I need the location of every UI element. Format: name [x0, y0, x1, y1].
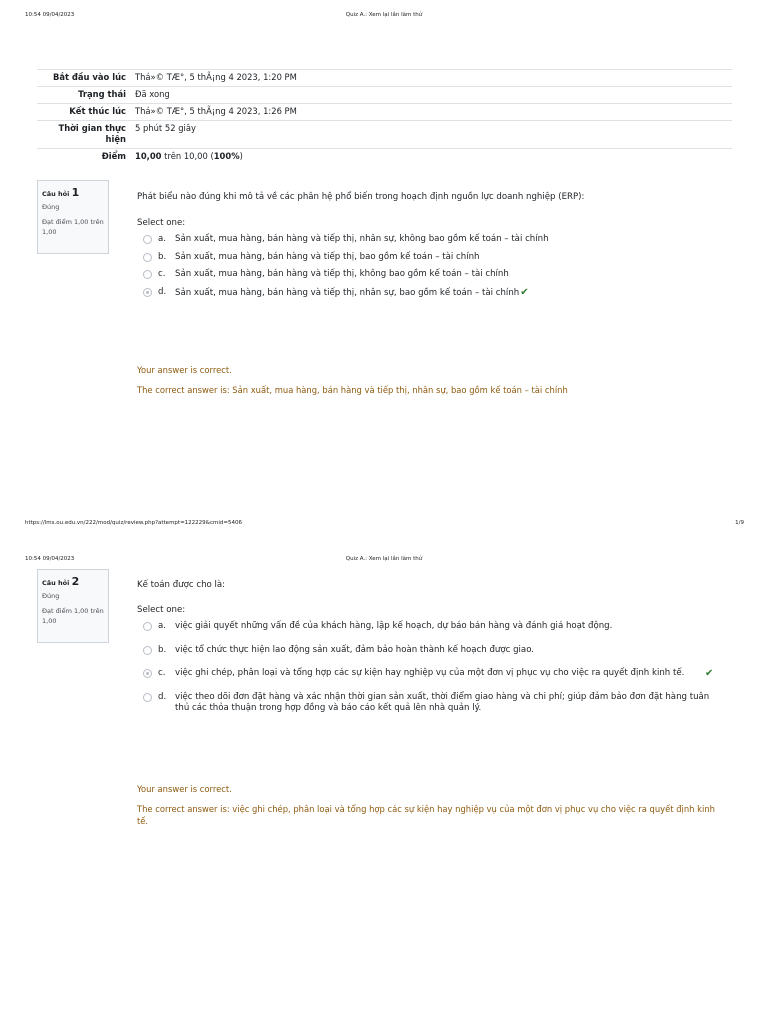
question-grade: Đạt điểm 1,00 trên 1,00: [42, 607, 104, 625]
question-label: Câu hỏi: [42, 579, 70, 587]
print-title: Quiz A.: Xem lại lần làm thử: [345, 556, 423, 562]
answer-letter: a.: [158, 234, 166, 244]
print-header: [0, 12, 768, 22]
summary-label: Thời gian thực hiện: [58, 123, 126, 144]
answer-text: việc tổ chức thực hiện lao động sản xuất, đảm bảo hoàn thành kế hoạch được giao.: [175, 644, 535, 655]
summary-label: Trạng thái: [78, 89, 126, 99]
radio-icon[interactable]: [143, 235, 152, 244]
answer-letter: d.: [158, 286, 167, 297]
summary-row-time-taken: [37, 121, 732, 149]
radio-icon[interactable]: [143, 669, 152, 678]
feedback-correct: Your answer is correct.: [137, 784, 232, 794]
summary-label: Kết thúc lúc: [69, 106, 126, 116]
attempt-summary-table: [37, 69, 732, 165]
grade-mid: trên 10,00 (: [161, 151, 214, 161]
answer-list: [137, 621, 727, 715]
print-timestamp: 10:54 09/04/2023: [25, 556, 75, 562]
question-grade: Đạt điểm 1,00 trên 1,00: [42, 218, 104, 236]
answer-text: việc giải quyết những vấn đề của khách hàng, lập kế hoạch, dự báo bán hàng và đánh giá hoạt động.: [175, 621, 613, 631]
answer-option-c[interactable]: [137, 668, 727, 680]
question-text: Phát biểu nào đúng khi mô tả về các phân hệ phổ biến trong hoạch định nguồn lực doanh nghiệp (ERP):: [137, 192, 585, 202]
question-info-box: [37, 180, 109, 254]
question-number: 2: [71, 575, 80, 588]
summary-value: Thá»© TÆ°, 5 thÃ¡ng 4 2023, 1:26 PM: [135, 106, 297, 116]
answer-letter: d.: [158, 691, 167, 702]
print-title: Quiz A.: Xem lại lần làm thử: [345, 12, 423, 18]
radio-icon[interactable]: [143, 270, 152, 279]
radio-icon[interactable]: [143, 693, 152, 702]
print-url: https://lms.ou.edu.vn/222/mod/quiz/review.php?attempt=122229&cmid=5406: [25, 520, 242, 526]
checkmark-icon: ✔: [520, 286, 529, 298]
answer-option-d[interactable]: [137, 287, 727, 300]
answer-text-wrap: [175, 287, 529, 300]
question-content: [137, 191, 727, 299]
checkmark-icon: ✔: [705, 668, 714, 679]
question-state: Đúng: [42, 203, 60, 211]
answer-text: việc ghi chép, phân loại và tổng hợp các sự kiện hay nghiệp vụ của một đơn vị phục vụ cho việc ra quyết định kinh tế.: [175, 668, 685, 678]
feedback-right-answer: The correct answer is: việc ghi chép, phân loại và tổng hợp các sự kiện hay nghiệp vụ của một đơn vị phục vụ cho việc ra quyết định kinh tế.: [137, 804, 715, 826]
question-feedback: [137, 783, 717, 827]
answer-text: Sản xuất, mua hàng, bán hàng và tiếp thị, không bao gồm kế toán – tài chính: [175, 269, 509, 279]
radio-icon[interactable]: [143, 288, 152, 297]
answer-option-c[interactable]: [137, 269, 727, 281]
summary-row-started: [37, 70, 732, 87]
answer-letter: c.: [158, 269, 166, 279]
print-page-number: 1/9: [735, 520, 744, 526]
select-one-label: Select one:: [137, 605, 186, 615]
answer-text: việc theo dõi đơn đặt hàng và xác nhận thời gian sản xuất, thời điểm giao hàng và chi phí; giúp đảm bảo đơn đặt hàng tuân thủ các thỏa thuận trong hợp đồng và báo cáo kết quả lên nhà quản lý.: [175, 691, 710, 713]
print-timestamp: 10:54 09/04/2023: [25, 12, 75, 18]
answer-text: Sản xuất, mua hàng, bán hàng và tiếp thị, bao gồm kế toán – tài chính: [175, 251, 480, 262]
answer-letter: b.: [158, 644, 167, 655]
grade-end: ): [239, 151, 243, 161]
question-content: [137, 579, 727, 715]
summary-value: Đã xong: [135, 89, 170, 99]
answer-text: Sản xuất, mua hàng, bán hàng và tiếp thị, nhân sự, bao gồm kế toán – tài chính: [175, 287, 520, 298]
select-one-label: Select one:: [137, 218, 186, 228]
summary-row-state: [37, 87, 732, 104]
question-state: Đúng: [42, 592, 60, 600]
answer-letter: b.: [158, 251, 167, 262]
summary-value: 5 phút 52 giây: [135, 123, 196, 133]
summary-label: Bắt đầu vào lúc: [52, 72, 126, 82]
feedback-correct: Your answer is correct.: [137, 365, 232, 375]
summary-row-grade: [37, 149, 732, 165]
feedback-right-answer: The correct answer is: Sản xuất, mua hàng, bán hàng và tiếp thị, nhân sự, bao gồm kế toán – tài chính: [137, 385, 568, 395]
answer-list: [137, 234, 727, 299]
question-feedback: [137, 364, 727, 396]
question-label: Câu hỏi: [42, 190, 70, 198]
radio-icon[interactable]: [143, 622, 152, 631]
grade-percent: 100%: [213, 151, 240, 161]
summary-value: Thá»© TÆ°, 5 thÃ¡ng 4 2023, 1:20 PM: [135, 72, 297, 82]
summary-value: [135, 151, 732, 162]
answer-option-b[interactable]: [137, 645, 727, 657]
summary-row-completed: [37, 104, 732, 121]
question-number: 1: [71, 186, 80, 199]
answer-option-a[interactable]: [137, 621, 727, 633]
answer-option-a[interactable]: [137, 234, 727, 246]
radio-icon[interactable]: [143, 253, 152, 262]
answer-text: Sản xuất, mua hàng, bán hàng và tiếp thị, nhân sự, không bao gồm kế toán – tài chính: [175, 234, 549, 244]
summary-label: Điểm: [101, 151, 126, 161]
answer-letter: c.: [158, 668, 166, 678]
answer-letter: a.: [158, 621, 166, 631]
question-info-box: [37, 569, 109, 643]
grade-score: 10,00: [135, 151, 162, 161]
question-text: Kế toán được cho là:: [137, 580, 226, 590]
answer-option-b[interactable]: [137, 252, 727, 264]
print-header: [0, 556, 768, 566]
radio-icon[interactable]: [143, 646, 152, 655]
answer-option-d[interactable]: [137, 692, 727, 715]
